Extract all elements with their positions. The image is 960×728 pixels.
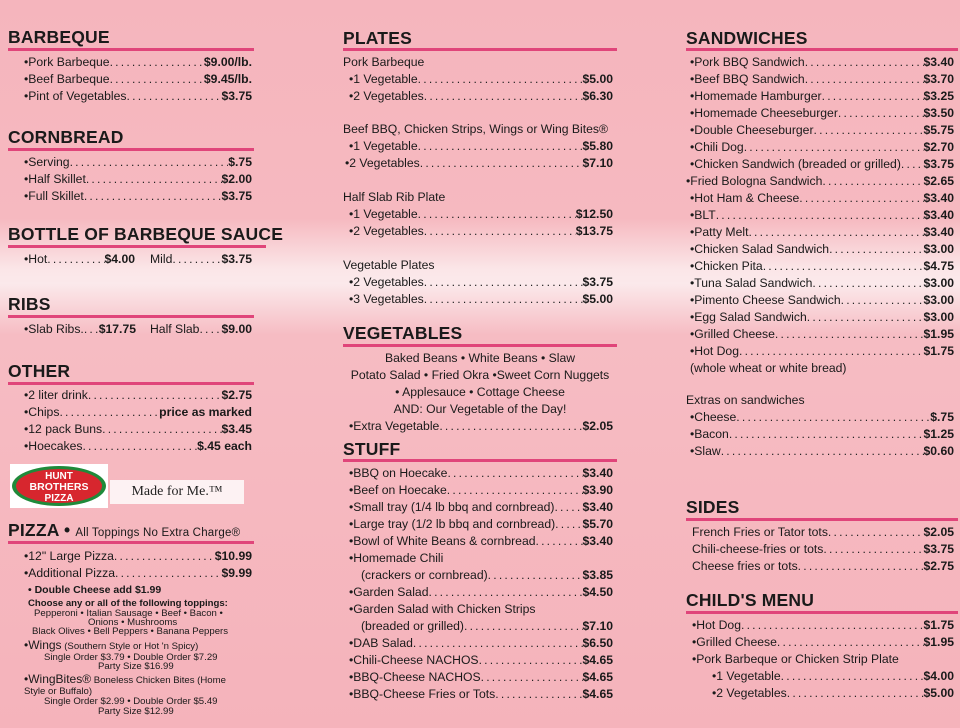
menu-item: •1 Vegetable ..... $5.80 xyxy=(349,138,613,155)
section-title-ribs: RIBS xyxy=(8,294,51,314)
section-title-barbeque: BARBEQUE xyxy=(8,27,110,47)
menu-item: •Bacon ..... $1.25 xyxy=(690,426,954,443)
wingbites-item: •WingBites® Boneless Chicken Bites (Home xyxy=(24,672,226,686)
svg-text:HUNT: HUNT xyxy=(45,471,73,482)
menu-item: •BBQ on Hoecake ..... $3.40 xyxy=(349,465,613,482)
menu-item: •Large tray (1/2 lb bbq and cornbread) ..... $5.70 xyxy=(349,516,613,533)
menu-item: •Serving ..... $.75 xyxy=(24,154,252,171)
menu-item: •Chili Dog ..... $2.70 xyxy=(690,139,954,156)
menu-item: •Pimento Cheese Sandwich ..... $3.00 xyxy=(690,292,954,309)
menu-item: •Bowl of White Beans & cornbread ..... $3.40 xyxy=(349,533,613,550)
menu-item: •2 Vegetables ..... $3.75 xyxy=(349,274,613,291)
menu-item: •Grilled Cheese ..... $1.95 xyxy=(692,634,954,651)
menu-item: •Hot Ham & Cheese ..... $3.40 xyxy=(690,190,954,207)
section-title-plates: PLATES xyxy=(343,28,412,48)
menu-item: •Chili-Cheese NACHOS ..... $4.65 xyxy=(349,652,613,669)
menu-item: •Hoecakes ..... $.45 each xyxy=(24,438,252,455)
section-divider xyxy=(686,48,958,51)
menu-item: •Extra Vegetable ..... $2.05 xyxy=(349,418,613,435)
menu-item: •Double Cheeseburger ..... $5.75 xyxy=(690,122,954,139)
vegetable-list-line: Baked Beans • White Beans • Slaw xyxy=(384,351,576,365)
toppings-heading: Choose any or all of the following toppings: xyxy=(28,598,228,609)
wingbites-party: Party Size $12.99 xyxy=(98,706,174,717)
menu-item: •Hot Dog ..... $1.75 xyxy=(692,617,954,634)
section-divider xyxy=(686,611,958,614)
menu-item: •Cheese ..... $.75 xyxy=(690,409,954,426)
menu-item: •Pork BBQ Sandwich ..... $3.40 xyxy=(690,54,954,71)
menu-item: •Egg Salad Sandwich ..... $3.00 xyxy=(690,309,954,326)
menu-item: Mild ..... $3.75 xyxy=(150,251,252,268)
wings-prices: Single Order $3.79 • Double Order $7.29 xyxy=(44,652,218,663)
section-divider xyxy=(343,459,617,462)
menu-item: •2 Vegetables ..... $7.10 xyxy=(345,155,613,172)
logo-tagline: Made for Me.™ xyxy=(110,480,244,504)
menu-item: •Slaw ..... $0.60 xyxy=(690,443,954,460)
plate-group-title: Pork Barbeque xyxy=(343,55,425,69)
extras-title: Extras on sandwiches xyxy=(686,393,805,407)
vegetable-list-line: • Applesauce • Cottage Cheese xyxy=(395,385,565,399)
menu-item: •Beef BBQ Sandwich ..... $3.70 xyxy=(690,71,954,88)
menu-item: •Chips ..... price as marked xyxy=(24,404,252,421)
menu-item: •DAB Salad ..... $6.50 xyxy=(349,635,613,652)
section-divider xyxy=(343,344,617,347)
menu-item: •Full Skillet ..... $3.75 xyxy=(24,188,252,205)
menu-item: •Hot ..... $4.00 xyxy=(24,251,135,268)
toppings-line: Pepperoni • Italian Sausage • Beef • Bacon • xyxy=(34,608,223,619)
menu-item: •Grilled Cheese ..... $1.95 xyxy=(690,326,954,343)
section-divider xyxy=(686,518,958,521)
menu-item: •12" Large Pizza ..... $10.99 xyxy=(24,548,252,565)
wings-item: •Wings (Southern Style or Hot 'n Spicy) xyxy=(24,638,199,652)
pizza-section xyxy=(8,0,270,728)
menu-item: •BBQ-Cheese NACHOS ..... $4.65 xyxy=(349,669,613,686)
toppings-line: Onions • Mushrooms xyxy=(88,617,178,628)
section-title-cornbread: CORNBREAD xyxy=(8,127,124,147)
menu-item: •12 pack Buns ..... $3.45 xyxy=(24,421,252,438)
menu-item: •Fried Bologna Sandwich ..... $2.65 xyxy=(686,173,954,190)
menu-item: •Homemade Hamburger ..... $3.25 xyxy=(690,88,954,105)
menu-item: •1 Vegetable ..... $5.00 xyxy=(349,71,613,88)
menu-item: (breaded or grilled) ..... $7.10 xyxy=(361,618,613,635)
menu-item-title: •Pork Barbeque or Chicken Strip Plate xyxy=(692,652,899,666)
vegetable-list-line: AND: Our Vegetable of the Day! xyxy=(393,402,567,416)
menu-item: •Chicken Salad Sandwich ..... $3.00 xyxy=(690,241,954,258)
menu-item: •3 Vegetables ..... $5.00 xyxy=(349,291,613,308)
menu-item: Cheese fries or tots ..... $2.75 xyxy=(692,558,954,575)
section-divider xyxy=(343,48,617,51)
svg-text:BROTHERS: BROTHERS xyxy=(29,481,89,493)
wings-party: Party Size $16.99 xyxy=(98,661,174,672)
section-title-other: OTHER xyxy=(8,361,71,381)
section-title-vegetables: VEGETABLES xyxy=(343,323,463,343)
menu-item: •Beef Barbeque ..... $9.45/lb. xyxy=(24,71,252,88)
menu-item: •BBQ-Cheese Fries or Tots ..... $4.65 xyxy=(349,686,613,703)
plate-group-title: Vegetable Plates xyxy=(343,258,435,272)
section-title-childs-menu: CHILD'S MENU xyxy=(686,590,815,610)
menu-item: •2 Vegetables ..... $13.75 xyxy=(349,223,613,240)
section-title-pizza: PIZZA • All Toppings No Extra Charge® xyxy=(8,520,241,540)
menu-item: (crackers or cornbread) ..... $3.85 xyxy=(361,567,613,584)
menu-item: •BLT ..... $3.40 xyxy=(690,207,954,224)
menu-item: •Half Skillet ..... $2.00 xyxy=(24,171,252,188)
menu-item: Half Slab ..... $9.00 xyxy=(150,321,252,338)
toppings-line: Black Olives • Bell Peppers • Banana Peppers xyxy=(32,626,229,637)
menu-item: •Hot Dog ..... $1.75 xyxy=(690,343,954,360)
menu-item: •2 liter drink ..... $2.75 xyxy=(24,387,252,404)
menu-item: •1 Vegetable ..... $4.00 xyxy=(712,668,954,685)
menu-item: •Additional Pizza ..... $9.99 xyxy=(24,565,252,582)
menu-item: •Homemade Cheeseburger ..... $3.50 xyxy=(690,105,954,122)
menu-item: •Chicken Sandwich (breaded or grilled) ..... $3.75 xyxy=(690,156,954,173)
menu-item: •2 Vegetables ..... $6.30 xyxy=(349,88,613,105)
menu-item-title: •Garden Salad with Chicken Strips xyxy=(349,602,536,616)
bread-note: (whole wheat or white bread) xyxy=(690,361,847,375)
menu-item-title: •Homemade Chili xyxy=(349,551,444,565)
menu-item: •Slab Ribs. ..... $17.75 xyxy=(24,321,136,338)
menu-item: •Garden Salad ..... $4.50 xyxy=(349,584,613,601)
menu-item: •Chicken Pita ..... $4.75 xyxy=(690,258,954,275)
section-title-sandwiches: SANDWICHES xyxy=(686,28,808,48)
menu-item: French Fries or Tator tots ..... $2.05 xyxy=(692,524,954,541)
section-divider xyxy=(8,541,254,544)
menu-item: •Beef on Hoecake ..... $3.90 xyxy=(349,482,613,499)
menu-column-right xyxy=(686,0,958,728)
menu-item: •1 Vegetable ..... $12.50 xyxy=(349,206,613,223)
menu-item: •2 Vegetables ..... $5.00 xyxy=(712,685,954,702)
menu-item: •Pork Barbeque ..... $9.00/lb. xyxy=(24,54,252,71)
wingbites-prices: Single Order $2.99 • Double Order $5.49 xyxy=(44,696,218,707)
section-title-stuff: STUFF xyxy=(343,439,401,459)
plate-group-title: Half Slab Rib Plate xyxy=(343,190,446,204)
menu-item: Chili-cheese-fries or tots ..... $3.75 xyxy=(692,541,954,558)
plate-group-title: Beef BBQ, Chicken Strips, Wings or Wing Bites® xyxy=(343,122,609,136)
menu-item: •Patty Melt ..... $3.40 xyxy=(690,224,954,241)
section-title-sauce: BOTTLE OF BARBEQUE SAUCE xyxy=(8,224,284,244)
menu-column-middle xyxy=(343,0,617,728)
vegetable-list-line: Potato Salad • Fried Okra •Sweet Corn Nuggets xyxy=(350,368,610,382)
double-cheese-note: • Double Cheese add $1.99 xyxy=(28,584,162,596)
wingbites-desc: Style or Buffalo) xyxy=(24,686,93,697)
menu-item: •Pint of Vegetables ..... $3.75 xyxy=(24,88,252,105)
svg-text:PIZZA: PIZZA xyxy=(44,493,74,504)
section-title-sides: SIDES xyxy=(686,497,740,517)
menu-item: •Small tray (1/4 lb bbq and cornbread) ..... $3.40 xyxy=(349,499,613,516)
menu-item: •Tuna Salad Sandwich ..... $3.00 xyxy=(690,275,954,292)
